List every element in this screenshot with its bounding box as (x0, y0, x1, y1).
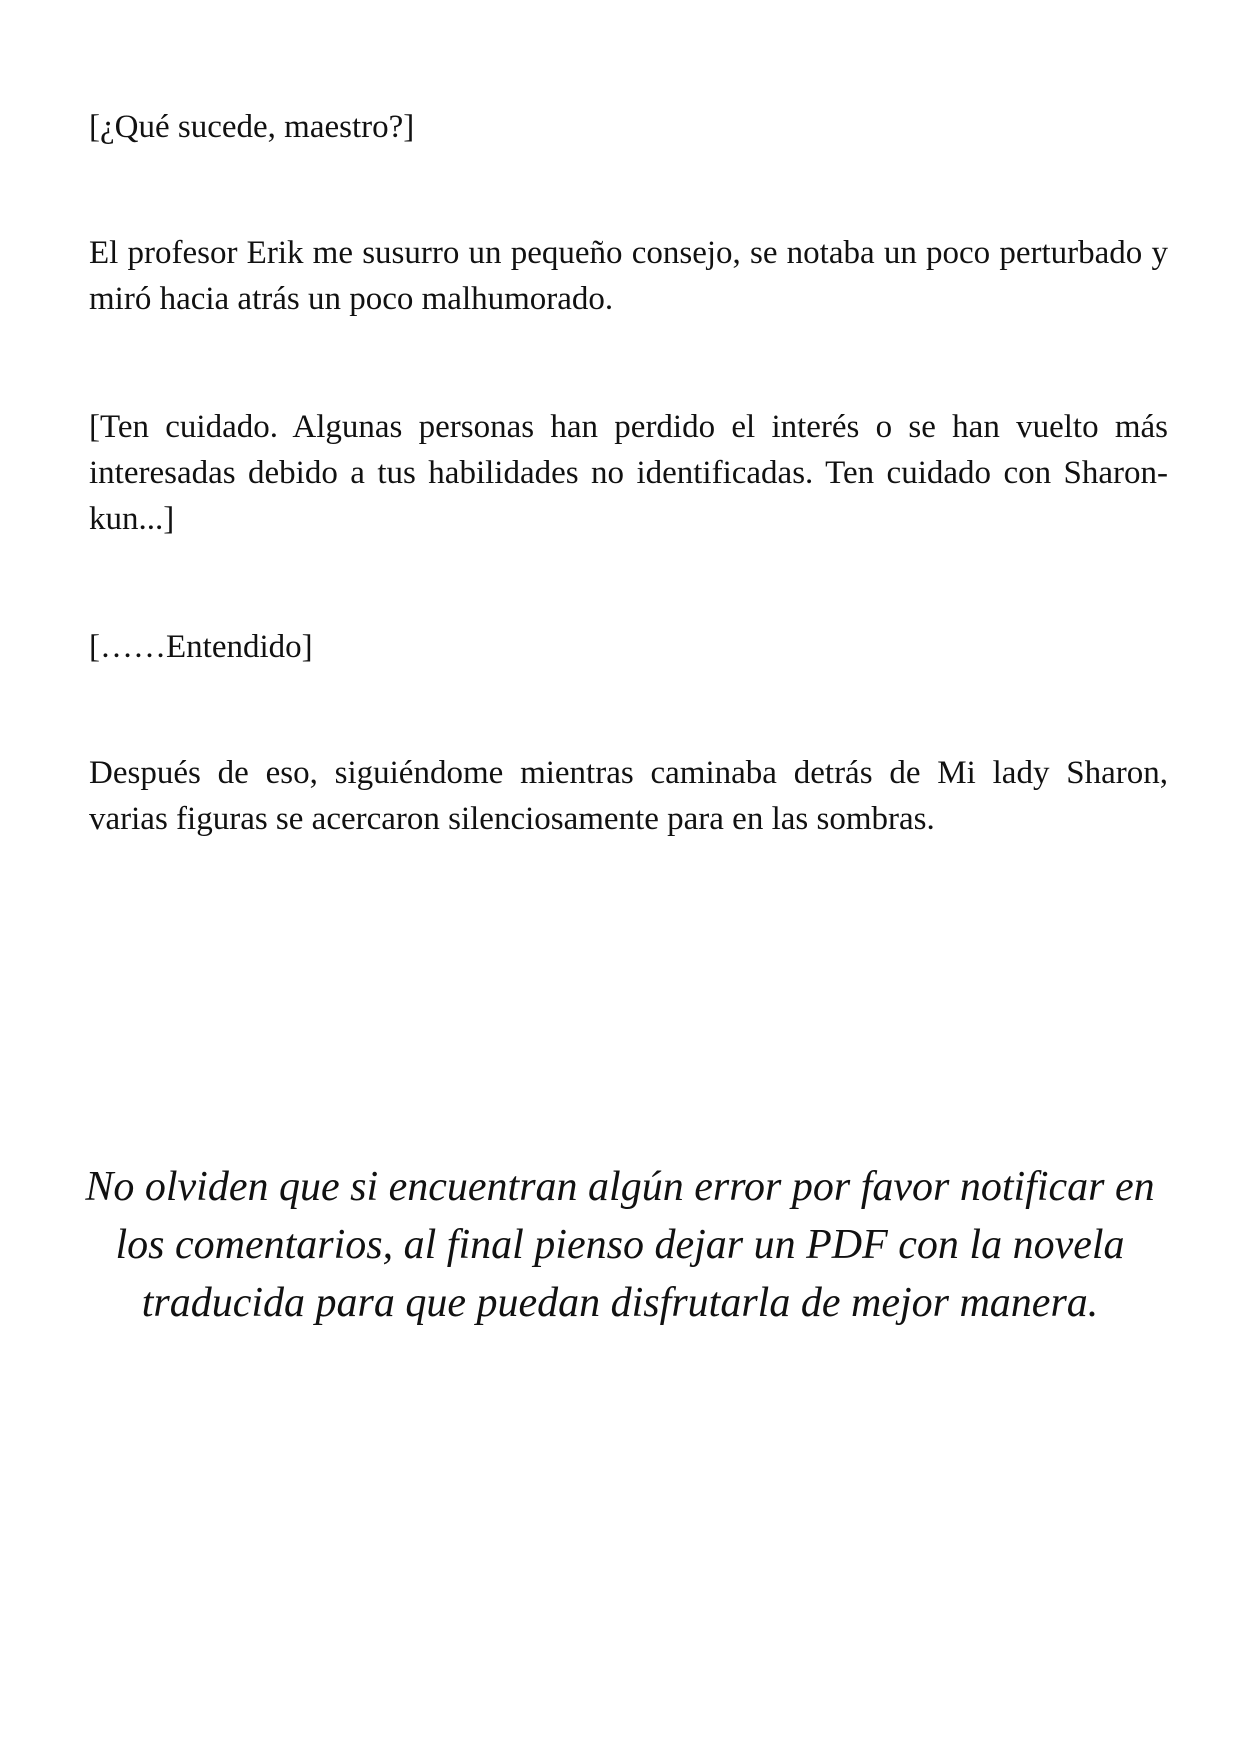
dialogue-paragraph: [……Entendido] (89, 629, 313, 665)
dialogue-paragraph: [Ten cuidado. Algunas personas han perdido el interés o se han vuelto más interesadas debido a tus habilidades no identificadas. Ten cuidado con Sharon-kun...] (89, 409, 1168, 537)
narration-paragraph: El profesor Erik me susurro un pequeño consejo, se notaba un poco perturbado y miró hacia atrás un poco malhumorado. (89, 235, 1168, 317)
narration-paragraph: Después de eso, siguiéndome mientras caminaba detrás de Mi lady Sharon, varias figuras se acercaron silenciosamente para en las sombras. (89, 755, 1168, 837)
translator-note: No olviden que si encuentran algún error por favor notificar en los comentarios, al final pienso dejar un PDF con la novela traducida para que puedan disfrutarla de mejor manera. (85, 1164, 1155, 1326)
dialogue-paragraph: [¿Qué sucede, maestro?] (89, 109, 415, 145)
